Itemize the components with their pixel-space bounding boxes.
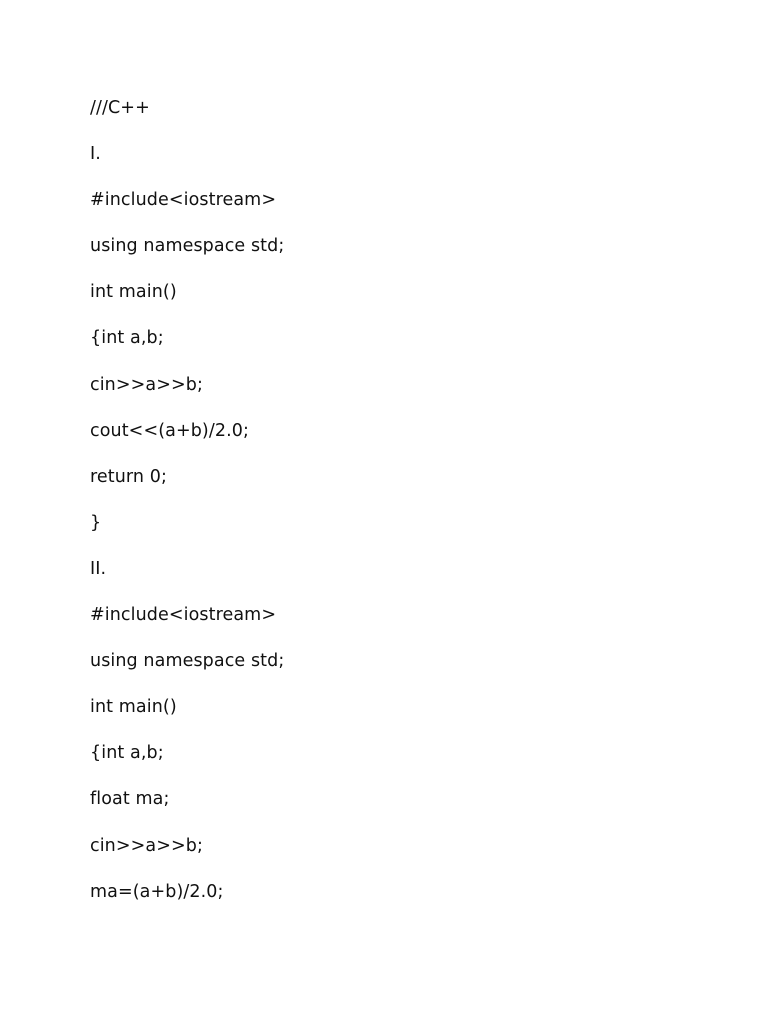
code-line: } <box>90 512 102 533</box>
code-line: #include<iostream> <box>90 605 277 626</box>
code-listing <box>90 94 284 924</box>
section-heading-2: II. <box>90 558 107 579</box>
code-line: ma=(a+b)/2.0; <box>90 881 224 902</box>
code-line-comment: ///C++ <box>90 98 150 118</box>
code-line: {int a,b; <box>90 328 164 349</box>
code-line: #include<iostream> <box>90 190 277 211</box>
code-line: return 0; <box>90 466 168 487</box>
code-line: int main() <box>90 697 177 718</box>
code-line: using namespace std; <box>90 236 285 257</box>
code-line: float ma; <box>90 789 170 810</box>
code-line: cout<<(a+b)/2.0; <box>90 420 249 441</box>
code-line: cin>>a>>b; <box>90 835 203 856</box>
code-line: cin>>a>>b; <box>90 374 203 395</box>
code-line: using namespace std; <box>90 651 285 672</box>
code-line: {int a,b; <box>90 743 164 764</box>
code-line: int main() <box>90 282 177 303</box>
section-heading-1: I. <box>90 144 101 165</box>
